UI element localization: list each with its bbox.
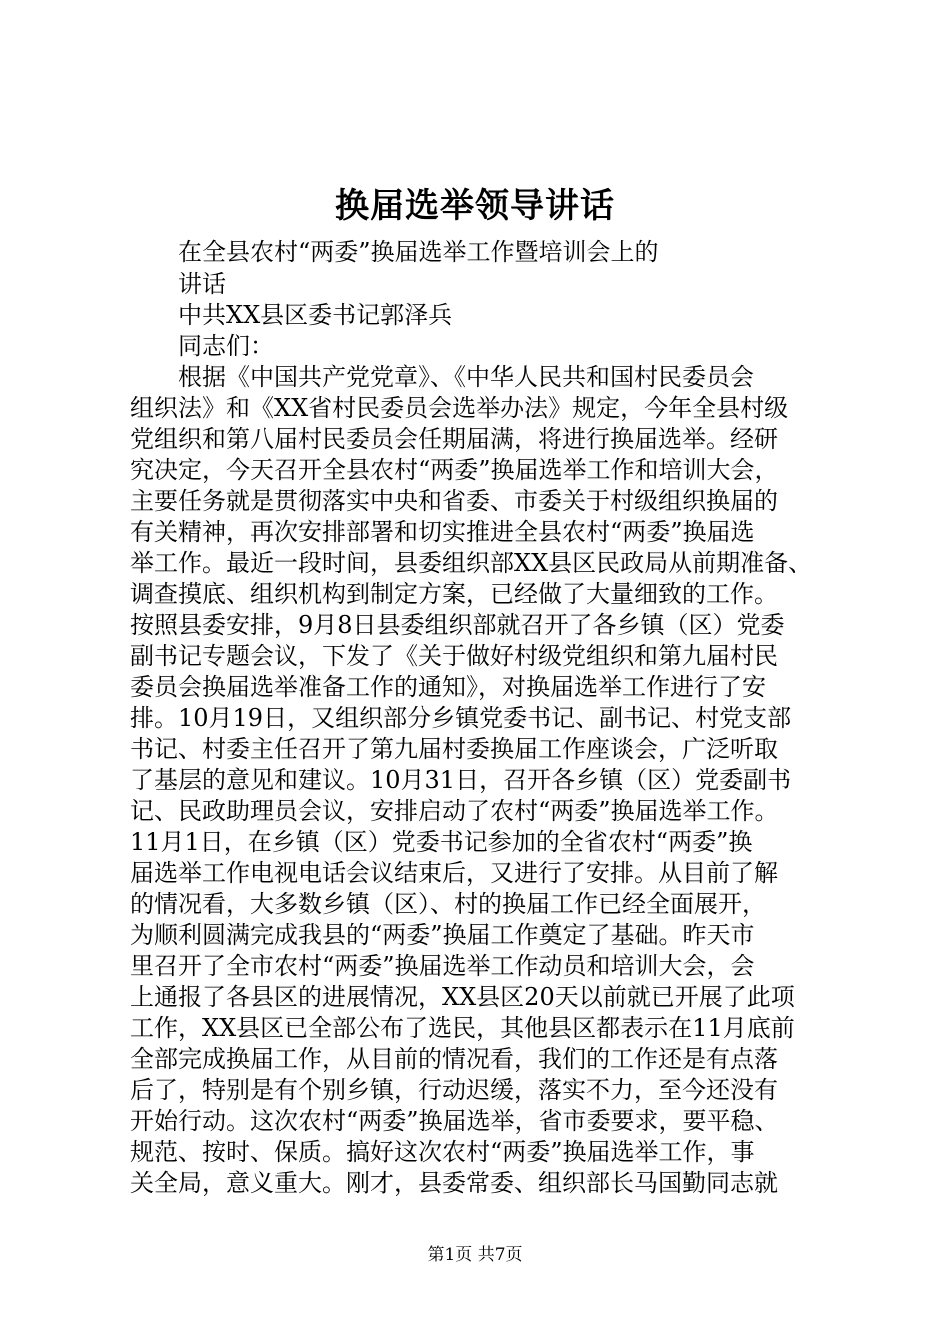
body-line: 工作，XX县区已全部公布了选民，其他县区都表示在11月底前 [130, 1014, 795, 1042]
body-line: 调查摸底、组织机构到制定方案，已经做了大量细致的工作。 [130, 580, 778, 608]
author-line: 中共XX县区委书记郭泽兵 [178, 301, 453, 329]
body-line: 关全局，意义重大。刚才，县委常委、组织部长马国勤同志就 [130, 1169, 778, 1197]
body-line: 后了，特别是有个别乡镇，行动迟缓，落实不力，至今还没有 [130, 1076, 778, 1104]
body-line: 举工作。最近一段时间，县委组织部XX县区民政局从前期准备、 [130, 549, 813, 577]
body-line: 11月1日，在乡镇（区）党委书记参加的全省农村“两委”换 [130, 828, 753, 856]
body-line: 的情况看，大多数乡镇（区）、村的换届工作已经全面展开， [130, 890, 766, 918]
body-line: 开始行动。这次农村“两委”换届选举，省市委要求，要平稳、 [130, 1107, 779, 1135]
salutation: 同志们： [178, 332, 274, 360]
body-line: 按照县委安排，9月8日县委组织部就召开了各乡镇（区）党委 [130, 611, 785, 639]
body-line: 组织法》和《XX省村民委员会选举办法》规定，今年全县村级 [130, 394, 789, 422]
body-line: 书记、村委主任召开了第九届村委换届工作座谈会，广泛听取 [130, 735, 778, 763]
body-line: 主要任务就是贯彻落实中央和省委、市委关于村级组织换届的 [130, 487, 778, 515]
body-line: 规范、按时、保质。搞好这次农村“两委”换届选举工作，事 [130, 1138, 755, 1166]
body-line: 副书记专题会议，下发了《关于做好村级党组织和第九届村民 [130, 642, 778, 670]
subtitle-line: 讲话 [178, 270, 226, 298]
body-line: 上通报了各县区的进展情况，XX县区20天以前就已开展了此项 [130, 983, 795, 1011]
body-line: 排。10月19日，又组织部分乡镇党委书记、副书记、村党支部 [130, 704, 792, 732]
body-line: 党组织和第八届村民委员会任期届满，将进行换届选举。经研 [130, 425, 778, 453]
body-line: 届选举工作电视电话会议结束后，又进行了安排。从目前了解 [130, 859, 778, 887]
body-line: 为顺利圆满完成我县的“两委”换届工作奠定了基础。昨天市 [130, 921, 755, 949]
page-footer: 第1页 共7页 [427, 1245, 523, 1265]
body-line: 里召开了全市农村“两委”换届选举工作动员和培训大会，会 [130, 952, 755, 980]
body-line: 了基层的意见和建议。10月31日，召开各乡镇（区）党委副书 [130, 766, 792, 794]
body-line: 究决定，今天召开全县农村“两委”换届选举工作和培训大会， [130, 456, 779, 484]
body-line: 全部完成换届工作，从目前的情况看，我们的工作还是有点落 [130, 1045, 778, 1073]
body-line: 根据《中国共产党党章》、《中华人民共和国村民委员会 [178, 363, 754, 391]
body-line: 有关精神，再次安排部署和切实推进全县农村“两委”换届选 [130, 518, 755, 546]
body-line: 委员会换届选举准备工作的通知》，对换届选举工作进行了安 [130, 673, 766, 701]
body-line: 记、民政助理员会议，安排启动了农村“两委”换届选举工作。 [130, 797, 779, 825]
document-title: 换届选举领导讲话 [335, 186, 615, 226]
subtitle-line: 在全县农村“两委”换届选举工作暨培训会上的 [178, 238, 659, 266]
